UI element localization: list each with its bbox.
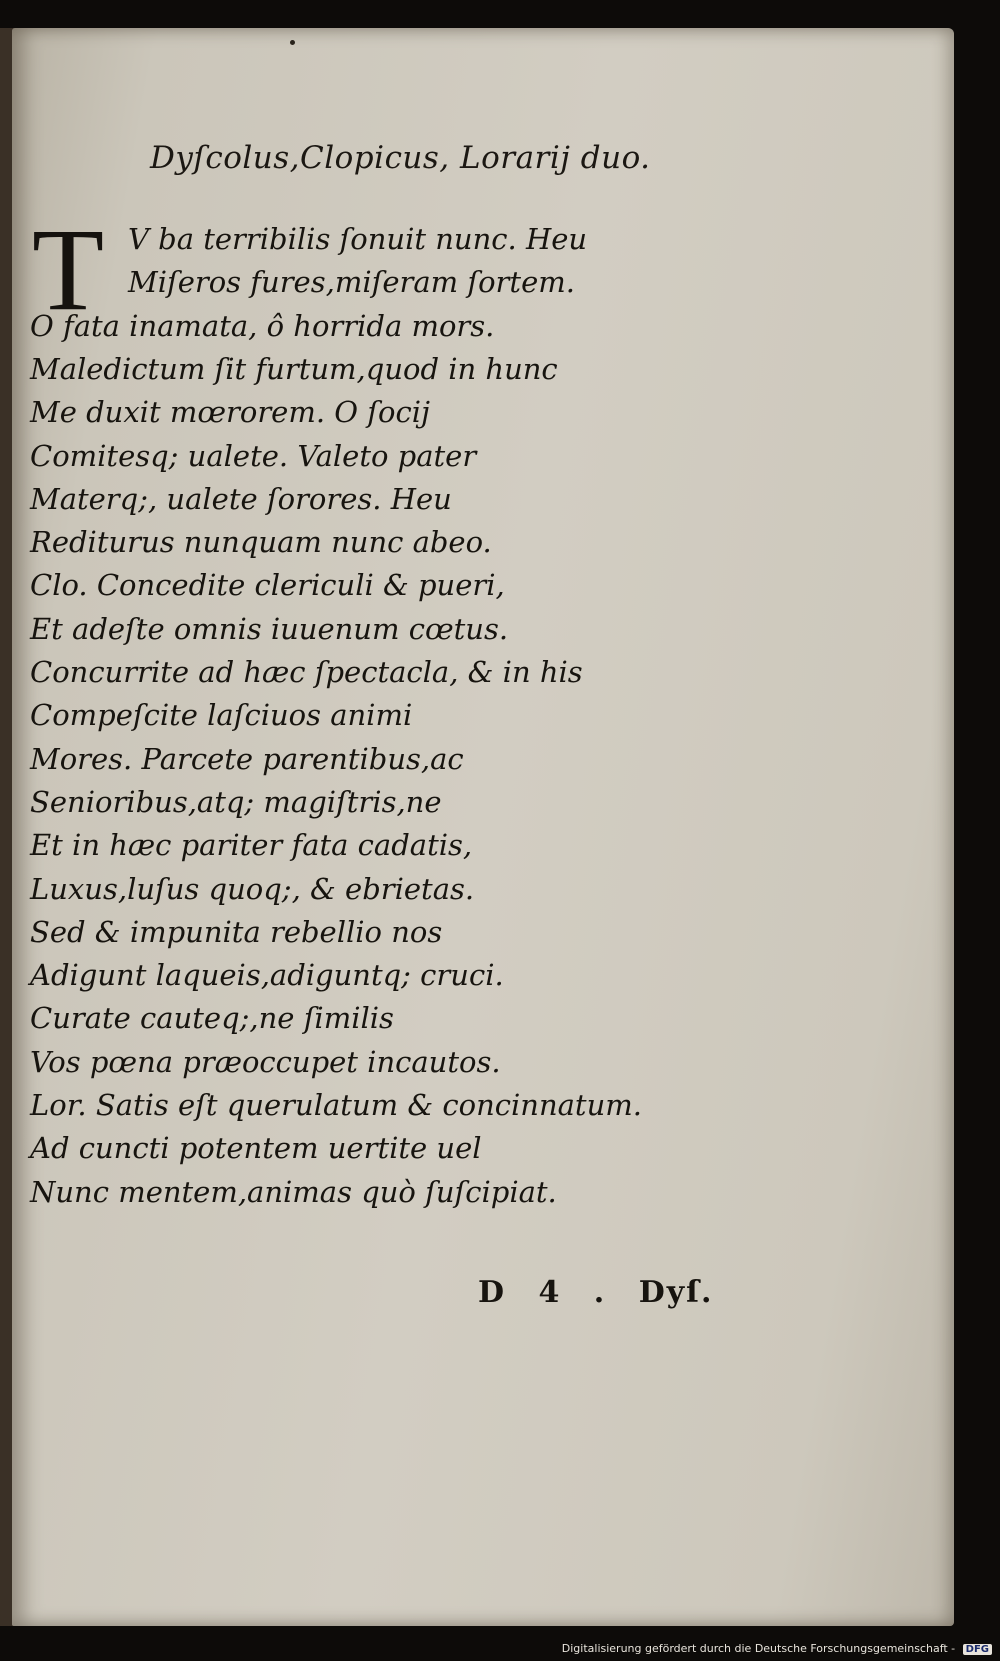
verse-line: Adigunt laqueis,adiguntq; cruci.: [30, 958, 504, 992]
verse-line: Maledictum ſit furtum,quod in hunc: [30, 352, 558, 386]
verse-line: Lor. Satis eſt querulatum & concinnatum.: [30, 1088, 642, 1122]
page-speck: [290, 40, 295, 45]
running-header: Dyſcolus,Clopicus, Lorarij duo.: [150, 140, 651, 176]
verse-line: Me duxit mœrorem. O ſocij: [30, 395, 430, 429]
footer-credit: [562, 1642, 992, 1655]
verse-line: Materq;, ualete ſorores. Heu: [30, 482, 452, 516]
verse-line: Et in hæc pariter fata cadatis,: [30, 828, 473, 862]
verse-line: Mores. Parcete parentibus,ac: [30, 742, 464, 776]
signature-number: 4: [538, 1275, 562, 1310]
signature-separator: .: [593, 1275, 607, 1310]
verse-line: Vos pœna præoccupet incautos.: [30, 1045, 501, 1079]
verse-line: Et adeſte omnis iuuenum cœtus.: [30, 612, 509, 646]
verse-line: Nunc mentem,animas quò ſuſcipiat.: [30, 1175, 557, 1209]
verse-line: Comitesq; ualete. Valeto pater: [30, 439, 477, 473]
verse-line: Concurrite ad hæc ſpectacla, & in his: [30, 655, 583, 689]
verse-line: Compeſcite laſciuos animi: [30, 698, 413, 732]
signature-mark: D: [478, 1275, 507, 1310]
verse-line: Ad cuncti potentem uertite uel: [30, 1131, 482, 1165]
verse-line: O fata inamata, ô horrida mors.: [30, 309, 495, 343]
drop-cap-initial: T: [32, 204, 105, 335]
signature-line: [478, 1275, 714, 1310]
dfg-logo: DFG: [963, 1644, 992, 1655]
footer-text: Digitalisierung gefördert durch die Deutsche Forschungsgemeinschaft -: [561, 1642, 956, 1655]
verse-line: Clo. Concedite clericuli & pueri,: [30, 568, 505, 602]
verse-line: V ba terribilis ſonuit nunc. Heu: [128, 222, 588, 256]
verse-line: Rediturus nunquam nunc abeo.: [30, 525, 492, 559]
verse-line: Miſeros fures,miſeram ſortem.: [128, 265, 575, 299]
catchword: Dyſ.: [638, 1275, 714, 1310]
verse-line: Luxus,luſus quoq;, & ebrietas.: [30, 872, 475, 906]
verse-line: Senioribus,atq; magiſtris,ne: [30, 785, 442, 819]
verse-line: Curate cauteq;,ne ſimilis: [30, 1001, 394, 1035]
verse-line: Sed & impunita rebellio nos: [30, 915, 443, 949]
